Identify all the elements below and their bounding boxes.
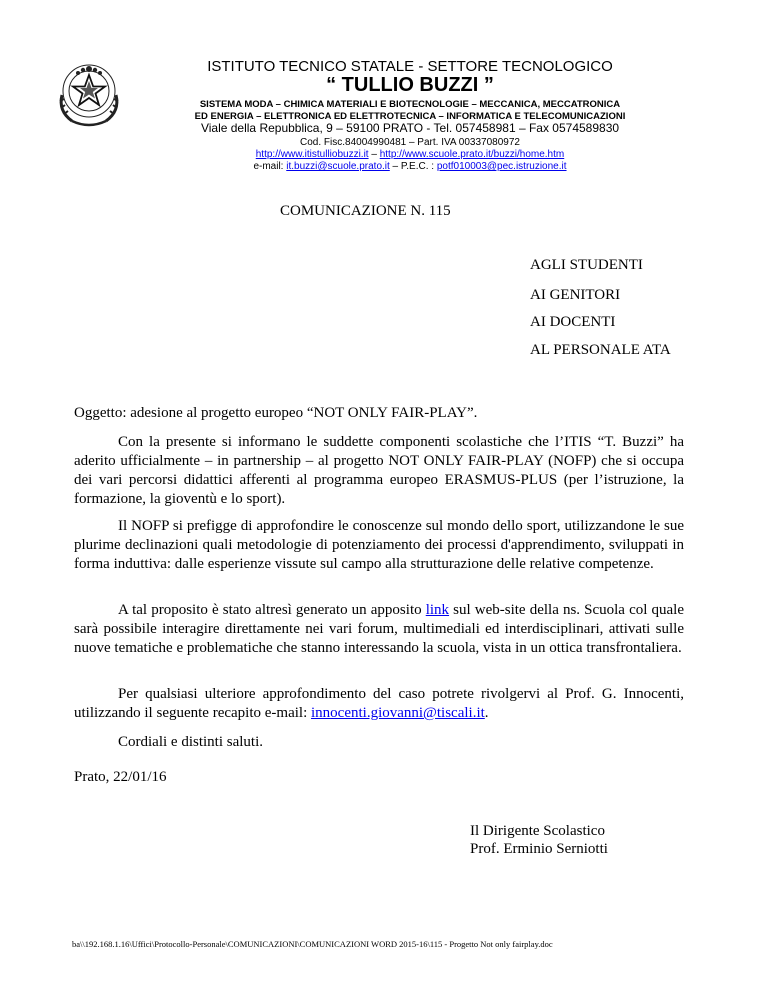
fiscal-info: Cod. Fisc.84004990481 – Part. IVA 00337080972 bbox=[300, 137, 520, 148]
paragraph-text: A tal proposito è stato altresì generato un apposito bbox=[118, 602, 426, 618]
website-link[interactable]: http://www.itistulliobuzzi.it bbox=[255, 149, 369, 160]
greeting: Cordiali e distinti saluti. bbox=[118, 734, 263, 750]
paragraph-text: . bbox=[484, 705, 489, 721]
paragraph-partnership: Con la presente si informano le suddette componenti scolastiche che l’ITIS “T. Buzzi” ha aderito ufficialmente – in partnership – al progetto NOT ONLY FAIR-PLAY (NOFP) che si occupa dei vari percorsi didattici afferenti al programma europeo ERASMUS-PLUS (per l’istruzione, la formazione, la gioventù e lo sport). bbox=[74, 434, 684, 507]
recipient-parents: AI GENITORI bbox=[530, 287, 621, 303]
address: Viale della Repubblica, 9 – 59100 PRATO - Tel. 057458981 – Fax 0574589830 bbox=[200, 121, 620, 135]
signature-name: Prof. Erminio Serniotti bbox=[470, 841, 608, 857]
paragraph-text: sul web-site della ns. Scuola col quale sarà possibile interagire direttamente nei vari forum, multimediali ed interdisciplinari, attivati sulle nuove tematiche e problematiche che stanno interessando la scuola, vista in un ottica transfrontaliera. bbox=[74, 602, 684, 656]
contact-email-link[interactable]: innocenti.giovanni@tiscali.it bbox=[311, 705, 485, 721]
email-link[interactable]: it.buzzi@scuole.prato.it bbox=[286, 161, 390, 172]
file-path-footer: ba\\192.168.1.16\Uffici\Protocollo-Personale\COMUNICAZIONI\COMUNICAZIONI WORD 2015-16\115 - Progetto Not only fairplay.doc bbox=[72, 939, 553, 949]
link-separator: – bbox=[368, 149, 380, 160]
communication-number: COMUNICAZIONE N. 115 bbox=[280, 203, 451, 219]
website-forum-link[interactable]: link bbox=[425, 602, 450, 618]
place-date: Prato, 22/01/16 bbox=[74, 769, 167, 785]
institute-type: ISTITUTO TECNICO STATALE - SETTORE TECNOLOGICO bbox=[207, 58, 613, 75]
subject-line: Oggetto: adesione al progetto europeo “NOT ONLY FAIR-PLAY”. bbox=[74, 405, 478, 421]
email-label: e-mail: bbox=[253, 161, 287, 172]
paragraph-contact bbox=[74, 685, 684, 723]
contact-emails bbox=[140, 161, 680, 172]
signature-role: Il Dirigente Scolastico bbox=[470, 823, 605, 839]
pec-label: – P.E.C. : bbox=[389, 161, 437, 172]
specializations-line-1: SISTEMA MODA – CHIMICA MATERIALI E BIOTECNOLOGIE – MECCANICA, MECCATRONICA bbox=[199, 99, 621, 110]
recipient-staff: AL PERSONALE ATA bbox=[530, 342, 671, 358]
paragraph-nofp-goals: Il NOFP si prefigge di approfondire le conoscenze sul mondo dello sport, utilizzandone le sue plurime declinazioni quali metodologie di potenziamento dei processi d'apprendimento, sviluppati in forma induttiva: dalle esperienze vissute sul campo alla strutturazione delle relative competenze. bbox=[74, 518, 684, 572]
paragraph-text: Per qualsiasi ulteriore approfondimento del caso potrete rivolgervi al Prof. G. Innocenti, utilizzando il seguente recapito e-mail: bbox=[74, 686, 684, 721]
recipient-students: AGLI STUDENTI bbox=[530, 257, 643, 273]
specializations-line-2: ED ENERGIA – ELETTRONICA ED ELETTROTECNICA – INFORMATICA E TELECOMUNICAZIONI bbox=[194, 111, 626, 122]
website-links bbox=[140, 149, 680, 160]
website-link-alt[interactable]: http://www.scuole.prato.it/buzzi/home.htm bbox=[379, 149, 565, 160]
italian-republic-emblem-icon bbox=[52, 55, 126, 129]
pec-link[interactable]: potf010003@pec.istruzione.it bbox=[436, 161, 567, 172]
recipient-teachers: AI DOCENTI bbox=[530, 314, 616, 330]
institute-name: “ TULLIO BUZZI ” bbox=[326, 74, 494, 96]
paragraph-website-link bbox=[74, 601, 684, 658]
